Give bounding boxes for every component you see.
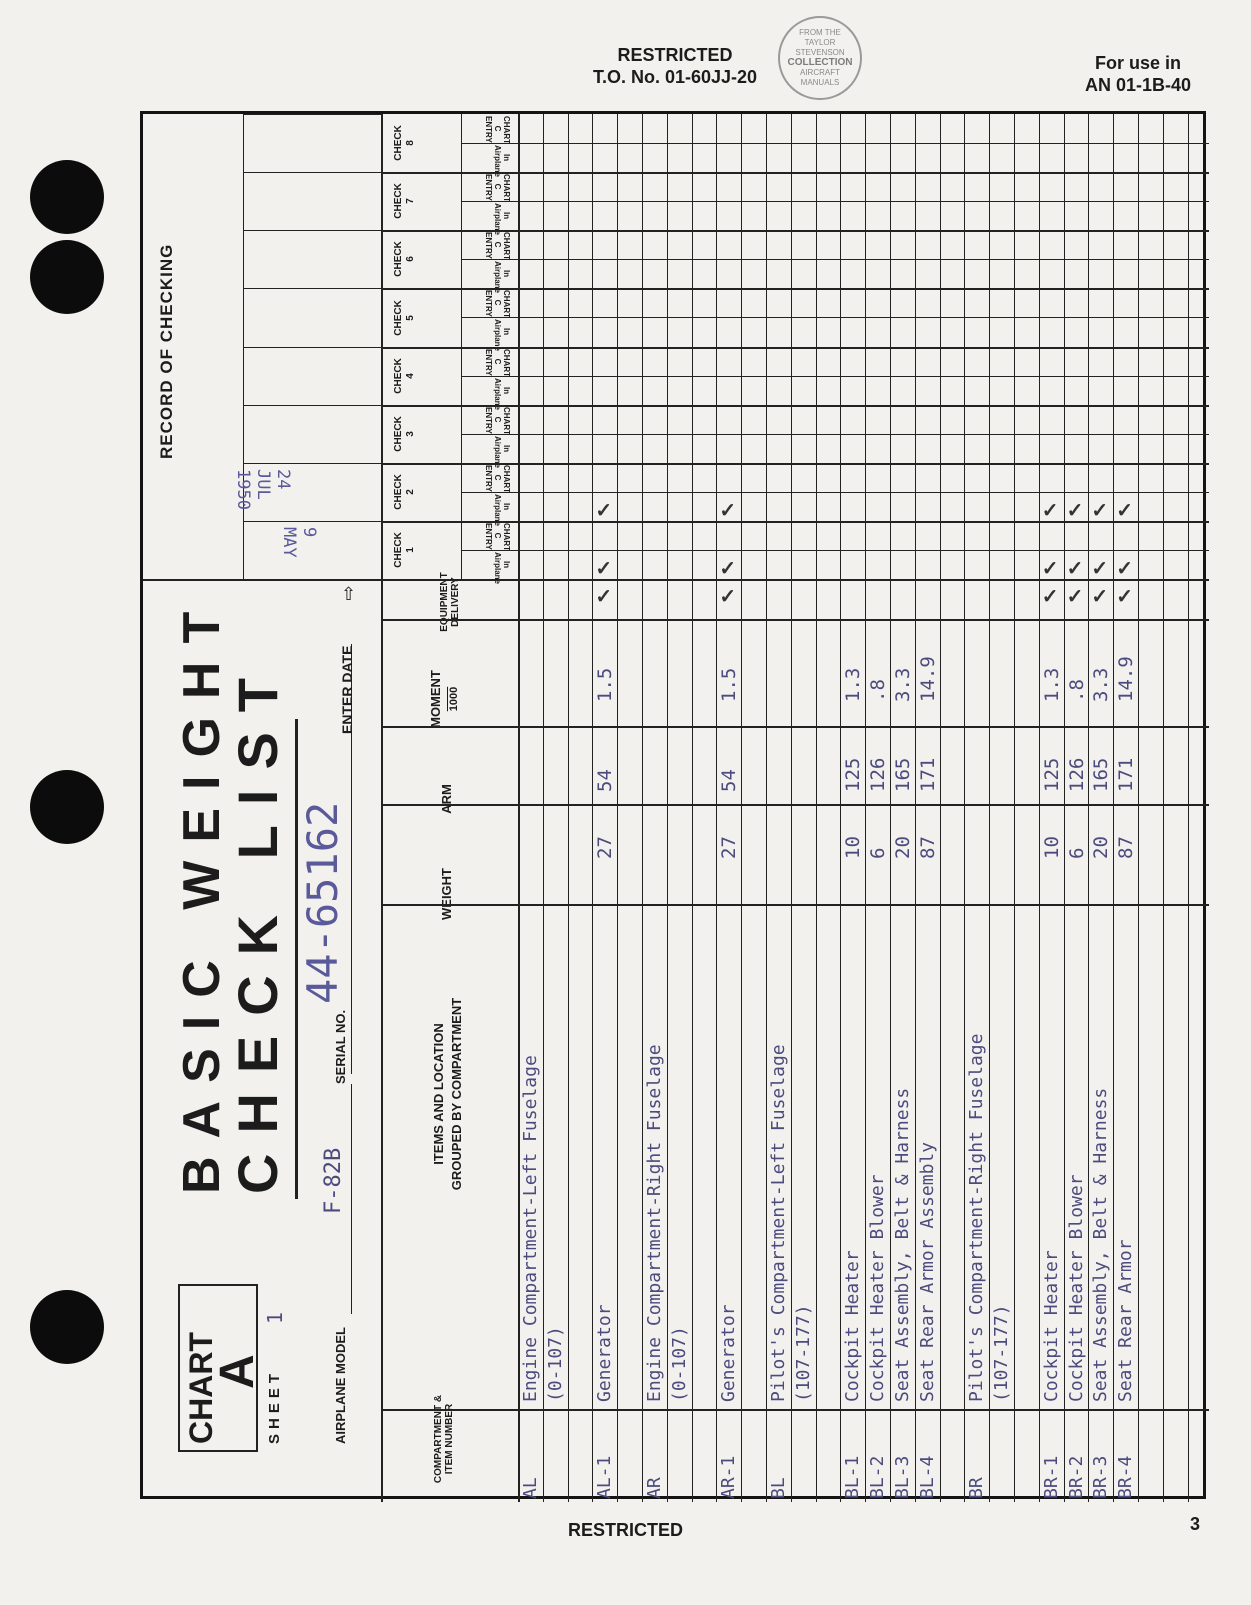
check-divider bbox=[381, 347, 1209, 349]
in-airplane-label: In Airplane bbox=[493, 377, 511, 410]
item-moment: 1.5 bbox=[718, 667, 741, 702]
item-weight: 20 bbox=[892, 836, 914, 859]
item-moment: 1.3 bbox=[1040, 667, 1063, 702]
check-number: 1 bbox=[405, 547, 416, 553]
stamp-line: FROM THE bbox=[799, 28, 841, 37]
chart-c-entry-label: CHART C ENTRY bbox=[484, 290, 511, 319]
chart-c-entry-label: CHART C ENTRY bbox=[484, 116, 511, 144]
item-description: Cockpit Heater bbox=[1040, 1250, 1062, 1402]
item-description: Seat Assembly, Belt & Harness bbox=[1090, 1087, 1112, 1402]
item-description: Generator bbox=[718, 1304, 740, 1402]
col-arm: ARM bbox=[439, 784, 454, 814]
check-mark-icon[interactable]: ✓ bbox=[1066, 557, 1084, 580]
item-description: Pilot's Compartment-Right Fuselage bbox=[966, 1033, 988, 1402]
item-description: Cockpit Heater bbox=[842, 1250, 864, 1402]
to-number: T.O. No. 01-60JJ-20 bbox=[592, 67, 758, 87]
item-moment: 3.3 bbox=[892, 667, 914, 702]
item-number: BR-2 bbox=[1065, 1455, 1087, 1499]
in-airplane-label: In Airplane bbox=[493, 493, 511, 526]
check-header bbox=[393, 525, 433, 575]
item-moment: 1.3 bbox=[842, 667, 865, 702]
check-number: 3 bbox=[405, 430, 416, 437]
in-airplane-label: In Airplane bbox=[493, 551, 511, 584]
check-divider bbox=[381, 405, 1209, 407]
item-arm: 126 bbox=[867, 757, 890, 792]
item-arm: 125 bbox=[1040, 757, 1063, 792]
stamp-line: STEVENSON bbox=[795, 48, 845, 57]
date-divider bbox=[243, 521, 381, 522]
check-mark-icon[interactable]: ✓ bbox=[1041, 499, 1059, 522]
item-description: (107-177) bbox=[792, 1304, 814, 1402]
col-items-line2: GROUPED BY COMPARTMENT bbox=[449, 997, 464, 1191]
item-number: BL-4 bbox=[916, 1455, 938, 1499]
item-arm: 54 bbox=[718, 769, 741, 792]
item-number: AR bbox=[644, 1477, 665, 1499]
check-divider bbox=[461, 259, 1209, 260]
col-moment: MOMENT bbox=[428, 670, 443, 728]
check-mark-icon[interactable]: ✓ bbox=[595, 586, 613, 608]
check-divider bbox=[461, 143, 1209, 144]
binder-hole bbox=[30, 770, 104, 844]
date-divider bbox=[243, 114, 381, 115]
check-mark-icon[interactable]: ✓ bbox=[719, 586, 737, 608]
stamp-line: AIRCRAFT bbox=[800, 68, 840, 77]
airplane-model-label: AIRPLANE MODEL bbox=[333, 1327, 348, 1444]
item-arm: 165 bbox=[1090, 757, 1113, 792]
chart-c-entry-label: CHART C ENTRY bbox=[484, 406, 511, 435]
date-divider bbox=[243, 463, 381, 464]
item-number: BR-4 bbox=[1115, 1455, 1137, 1499]
check-divider bbox=[381, 463, 1209, 465]
item-description: (0-107) bbox=[668, 1326, 690, 1402]
chart-c-entry-label: CHART C ENTRY bbox=[484, 174, 511, 203]
item-arm: 125 bbox=[842, 757, 865, 792]
column-divider bbox=[381, 1409, 1209, 1411]
item-number: AL bbox=[520, 1477, 541, 1499]
serial-value: 44-65162 bbox=[298, 801, 347, 1004]
check-header-divider bbox=[461, 114, 462, 579]
check-date[interactable] bbox=[263, 120, 293, 162]
check-divider bbox=[461, 201, 1209, 202]
item-weight: 87 bbox=[1115, 836, 1138, 859]
item-description: Generator bbox=[594, 1304, 616, 1402]
record-of-checking-label: RECORD OF CHECKING bbox=[157, 243, 176, 459]
col-moment-div: 1000 bbox=[448, 686, 460, 712]
item-number: BL-1 bbox=[842, 1455, 864, 1499]
row-divider bbox=[1163, 114, 1164, 1502]
check-divider bbox=[381, 521, 1209, 523]
chart-c-entry-label: CHART C ENTRY bbox=[484, 522, 511, 551]
check-header bbox=[393, 351, 433, 401]
item-moment: .8 bbox=[1065, 679, 1088, 702]
check-mark-icon[interactable]: ✓ bbox=[1116, 586, 1133, 608]
item-moment: 14.9 bbox=[916, 656, 939, 702]
check-date[interactable] bbox=[263, 353, 293, 395]
in-airplane-label: In Airplane bbox=[493, 319, 511, 352]
item-number: BL bbox=[768, 1477, 789, 1499]
check-divider bbox=[461, 376, 1209, 377]
page-number: 3 bbox=[1190, 1514, 1201, 1534]
serial-label: SERIAL NO. bbox=[333, 1009, 348, 1084]
stamp-line: COLLECTION bbox=[787, 57, 853, 68]
check-divider bbox=[381, 172, 1209, 174]
item-number: BR-1 bbox=[1040, 1455, 1062, 1499]
chart-label: CHART bbox=[183, 1332, 219, 1444]
check-label: CHECK bbox=[393, 299, 404, 336]
check-divider bbox=[461, 434, 1209, 435]
check-mark-icon[interactable]: ✓ bbox=[1041, 586, 1059, 608]
header-classification bbox=[570, 44, 780, 88]
check-label: CHECK bbox=[393, 532, 404, 568]
check-mark-icon[interactable]: ✓ bbox=[1116, 499, 1133, 522]
check-mark-icon[interactable]: ✓ bbox=[1041, 557, 1059, 580]
item-arm: 171 bbox=[916, 757, 939, 792]
binder-hole bbox=[30, 1290, 104, 1364]
arrow-icon: ⇧ bbox=[341, 584, 357, 604]
check-date[interactable]: 9 MAY bbox=[279, 526, 319, 558]
check-header bbox=[393, 409, 433, 459]
item-number: AR-1 bbox=[718, 1455, 740, 1499]
in-airplane-label: In Airplane bbox=[493, 435, 511, 468]
chart-c-entry-label: CHART C ENTRY bbox=[484, 348, 511, 377]
check-date[interactable] bbox=[263, 294, 293, 336]
col-equipment-delivery: EQUIPMENT DELIVERY bbox=[439, 572, 461, 632]
item-moment: 1.5 bbox=[594, 667, 617, 702]
binder-hole bbox=[30, 160, 104, 234]
check-mark-icon[interactable]: ✓ bbox=[1091, 586, 1109, 608]
check-divider bbox=[461, 317, 1209, 318]
item-arm: 126 bbox=[1065, 757, 1088, 792]
binder-hole bbox=[30, 240, 104, 314]
check-mark-icon[interactable]: ✓ bbox=[1091, 499, 1109, 522]
check-mark-icon[interactable]: ✓ bbox=[719, 499, 737, 522]
check-mark-icon[interactable]: ✓ bbox=[595, 499, 613, 522]
item-arm: 54 bbox=[594, 769, 617, 792]
item-arm: 171 bbox=[1115, 757, 1138, 792]
chart-c-entry-label: CHART C ENTRY bbox=[484, 464, 511, 493]
item-moment: 3.3 bbox=[1090, 667, 1113, 702]
item-number: BL-2 bbox=[867, 1455, 889, 1499]
stamp-line: TAYLOR bbox=[804, 38, 836, 47]
title-basic-weight: BASIC WEIGHT bbox=[173, 593, 231, 1194]
check-header bbox=[393, 176, 433, 226]
check-mark-icon[interactable]: ✓ bbox=[1066, 586, 1084, 608]
item-number: BL-3 bbox=[892, 1455, 913, 1499]
item-weight: 6 bbox=[1065, 847, 1088, 859]
item-arm: 165 bbox=[892, 757, 914, 792]
check-mark-icon[interactable]: ✓ bbox=[1091, 557, 1109, 580]
item-description: Pilot's Compartment-Left Fuselage bbox=[768, 1044, 789, 1402]
date-divider bbox=[243, 172, 381, 173]
in-airplane-label: In Airplane bbox=[493, 203, 511, 236]
check-divider bbox=[381, 230, 1209, 232]
item-description: Cockpit Heater Blower bbox=[1065, 1174, 1087, 1402]
check-header bbox=[393, 118, 433, 168]
item-moment: 14.9 bbox=[1115, 656, 1138, 702]
item-moment: .8 bbox=[867, 679, 890, 702]
item-description: Seat Assembly, Belt & Harness bbox=[892, 1087, 913, 1402]
in-airplane-label: In Airplane bbox=[493, 261, 511, 294]
checklist-sheet bbox=[140, 111, 1206, 1499]
check-label: CHECK bbox=[393, 241, 404, 278]
check-divider bbox=[461, 492, 1209, 493]
check-number: 2 bbox=[405, 489, 416, 495]
date-divider bbox=[243, 347, 381, 348]
check-label: CHECK bbox=[393, 357, 404, 394]
check-mark-icon[interactable]: ✓ bbox=[1116, 557, 1133, 580]
col-items-line1: ITEMS AND LOCATION bbox=[431, 1023, 446, 1165]
check-mark-icon[interactable]: ✓ bbox=[719, 557, 737, 580]
chart-letter: A bbox=[211, 1354, 264, 1389]
check-header bbox=[393, 467, 433, 517]
check-mark-icon[interactable]: ✓ bbox=[1066, 499, 1084, 522]
enter-date-label: ENTER DATE bbox=[339, 645, 355, 734]
side-code bbox=[196, 1500, 276, 1520]
restricted-top: RESTRICTED bbox=[617, 45, 733, 65]
item-weight: 10 bbox=[1040, 836, 1063, 859]
row-divider bbox=[1188, 114, 1189, 1502]
item-weight: 20 bbox=[1090, 836, 1113, 859]
sheet-number: 1 bbox=[263, 1311, 287, 1324]
item-number: BR bbox=[966, 1477, 988, 1499]
airplane-model-value: F-82B bbox=[321, 1147, 346, 1214]
check-date[interactable] bbox=[263, 411, 293, 453]
header-usage bbox=[1068, 52, 1208, 96]
col-compartment: COMPARTMENT & ITEM NUMBER bbox=[433, 1394, 455, 1484]
chart-c-entry-label: CHART C ENTRY bbox=[484, 232, 511, 261]
check-mark-icon[interactable]: ✓ bbox=[595, 557, 613, 580]
in-airplane-label: In Airplane bbox=[493, 145, 511, 178]
check-number: 4 bbox=[405, 372, 416, 379]
check-divider bbox=[461, 550, 1209, 551]
check-label: CHECK bbox=[393, 125, 404, 161]
date-divider bbox=[243, 288, 381, 289]
for-use-in: For use in bbox=[1094, 53, 1181, 73]
check-number: 8 bbox=[405, 140, 416, 146]
date-divider bbox=[243, 405, 381, 406]
check-number: 6 bbox=[405, 256, 416, 263]
check-label: CHECK bbox=[393, 183, 404, 219]
check-date[interactable] bbox=[263, 236, 293, 278]
col-weight: WEIGHT bbox=[439, 868, 454, 920]
check-label: CHECK bbox=[393, 415, 404, 452]
check-header bbox=[393, 234, 433, 284]
restricted-bottom: RESTRICTED bbox=[567, 1520, 683, 1540]
check-number: 5 bbox=[405, 314, 416, 321]
item-weight: 6 bbox=[867, 847, 890, 859]
an-number: AN 01-1B-40 bbox=[1084, 75, 1192, 95]
check-date[interactable] bbox=[263, 178, 293, 220]
check-label: CHECK bbox=[393, 474, 404, 510]
item-description: (107-177) bbox=[991, 1304, 1013, 1402]
date-divider bbox=[243, 230, 381, 231]
stamp-line: MANUALS bbox=[800, 78, 840, 87]
column-divider bbox=[381, 579, 1209, 581]
collection-stamp bbox=[778, 16, 862, 100]
sheet-label: SHEET bbox=[266, 1368, 283, 1444]
item-description: Cockpit Heater Blower bbox=[867, 1174, 889, 1402]
item-description: (0-107) bbox=[544, 1326, 566, 1402]
check-divider bbox=[381, 288, 1209, 290]
title-check-list: CHECK LIST bbox=[226, 658, 289, 1194]
item-description: Seat Rear Armor Assembly bbox=[916, 1141, 938, 1402]
item-weight: 27 bbox=[594, 836, 617, 859]
item-weight: 10 bbox=[842, 836, 865, 859]
item-description: Seat Rear Armor bbox=[1115, 1239, 1137, 1402]
item-description: Engine Compartment-Right Fuselage bbox=[644, 1044, 665, 1402]
check-date[interactable]: 24 JUL 1950 bbox=[233, 468, 293, 510]
item-number: BR-3 bbox=[1090, 1455, 1112, 1499]
item-number: AL-1 bbox=[594, 1455, 616, 1499]
check-number: 7 bbox=[405, 198, 416, 204]
check-header bbox=[393, 292, 433, 342]
item-description: Engine Compartment-Left Fuselage bbox=[520, 1055, 541, 1402]
item-weight: 27 bbox=[718, 836, 741, 859]
item-weight: 87 bbox=[916, 836, 939, 859]
